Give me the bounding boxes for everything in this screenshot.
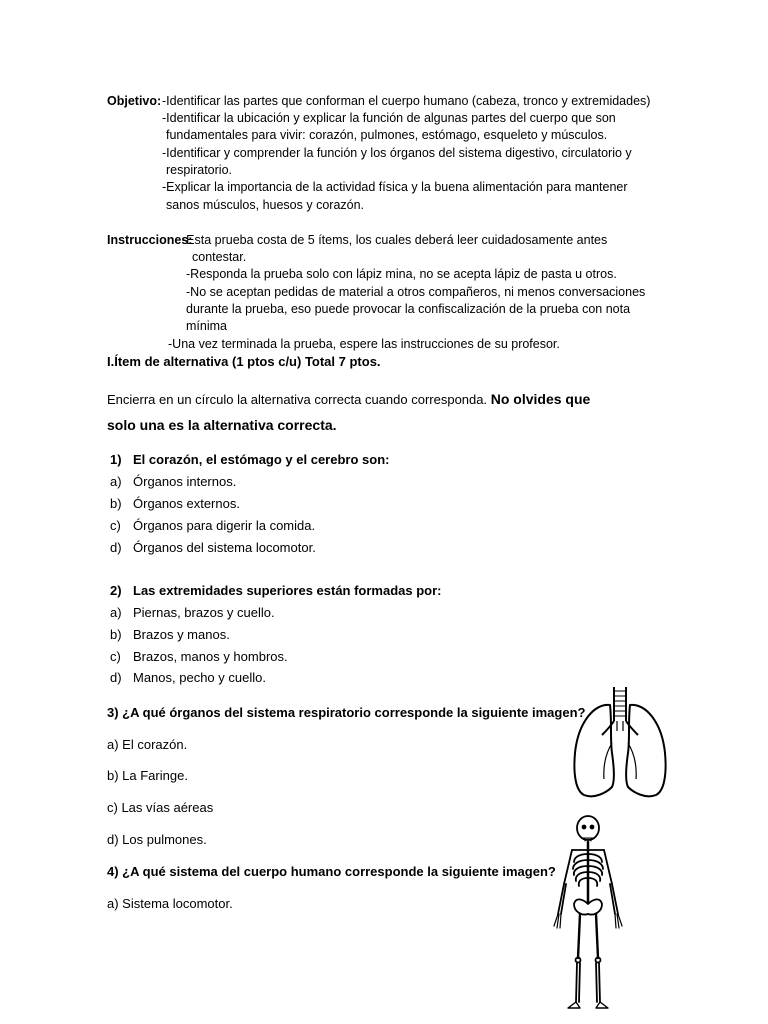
objetivo-line: -Identificar las partes que conforman el cuerpo humano (cabeza, tronco y extremidades) — [162, 94, 651, 108]
q2-option-letter[interactable]: d) — [110, 670, 122, 685]
q3-text: 3) ¿A qué órganos del sistema respiratorio corresponde la siguiente imagen? — [107, 705, 586, 720]
q1-text: El corazón, el estómago y el cerebro son: — [133, 452, 390, 467]
q1-option-c[interactable]: Órganos para digerir la comida. — [133, 518, 316, 533]
instrucciones-label: Instrucciones: — [107, 233, 193, 247]
q2-number: 2) — [110, 583, 122, 598]
q1-option-d[interactable]: Órganos del sistema locomotor. — [133, 540, 316, 555]
instrucciones-line: contestar. — [192, 250, 247, 264]
instrucciones-line: durante la prueba, eso puede provocar la confiscalización de la prueba con nota — [186, 302, 631, 316]
q1-number: 1) — [110, 452, 122, 467]
q1-option-letter[interactable]: b) — [110, 496, 122, 511]
intro-emphasis-line: solo una es la alternativa correcta. — [107, 417, 337, 433]
objetivo-line: -Explicar la importancia de la actividad física y la buena alimentación para mantener — [162, 180, 628, 194]
q2-option-d[interactable]: Manos, pecho y cuello. — [133, 670, 266, 685]
q1-option-b[interactable]: Órganos externos. — [133, 496, 240, 511]
instrucciones-line: -No se aceptan pedidas de material a otros compañeros, ni menos conversaciones — [186, 285, 646, 299]
intro-text — [107, 391, 590, 408]
q4-option-a[interactable]: a) Sistema locomotor. — [107, 896, 233, 911]
instrucciones-line: -Esta prueba costa de 5 ítems, los cuales deberá leer cuidadosamente antes — [182, 233, 608, 247]
objetivo-line: fundamentales para vivir: corazón, pulmones, estómago, esqueleto y músculos. — [166, 128, 608, 142]
q3-option-d[interactable]: d) Los pulmones. — [107, 832, 207, 847]
q2-option-letter[interactable]: c) — [110, 649, 121, 664]
objetivo-label: Objetivo: — [107, 94, 162, 108]
q2-option-letter[interactable]: b) — [110, 627, 122, 642]
q2-option-b[interactable]: Brazos y manos. — [133, 627, 230, 642]
objetivo-line: -Identificar y comprender la función y los órganos del sistema digestivo, circulatorio y — [162, 146, 632, 160]
objetivo-line: respiratorio. — [166, 163, 232, 177]
q1-option-letter[interactable]: c) — [110, 518, 121, 533]
q2-text: Las extremidades superiores están formadas por: — [133, 583, 442, 598]
q3-option-a[interactable]: a) El corazón. — [107, 737, 188, 752]
instrucciones-line: -Una vez terminada la prueba, espere las instrucciones de su profesor. — [168, 337, 560, 351]
item-title: I.Ítem de alternativa (1 ptos c/u) Total 7 ptos. — [107, 354, 381, 369]
q1-option-letter[interactable]: d) — [110, 540, 122, 555]
objetivo-line: sanos músculos, huesos y corazón. — [166, 198, 365, 212]
q4-text: 4) ¿A qué sistema del cuerpo humano corresponde la siguiente imagen? — [107, 864, 556, 879]
q3-option-c[interactable]: c) Las vías aéreas — [107, 800, 214, 815]
q2-option-c[interactable]: Brazos, manos y hombros. — [133, 649, 288, 664]
intro-emphasis: No olvides que — [490, 391, 591, 407]
objetivo-line: -Identificar la ubicación y explicar la función de algunas partes del cuerpo que son — [162, 111, 616, 125]
q2-option-a[interactable]: Piernas, brazos y cuello. — [133, 605, 275, 620]
q2-option-letter[interactable]: a) — [110, 605, 122, 620]
intro-part1: Encierra en un círculo la alternativa correcta cuando corresponda. — [107, 392, 488, 407]
lungs-icon — [570, 683, 670, 803]
q3-option-b[interactable]: b) La Faringe. — [107, 768, 188, 783]
q1-option-a[interactable]: Órganos internos. — [133, 474, 237, 489]
q1-option-letter[interactable]: a) — [110, 474, 122, 489]
skeleton-icon — [538, 812, 638, 1017]
instrucciones-line: -Responda la prueba solo con lápiz mina, no se acepta lápiz de pasta u otros. — [186, 267, 617, 281]
instrucciones-line: mínima — [186, 319, 227, 333]
